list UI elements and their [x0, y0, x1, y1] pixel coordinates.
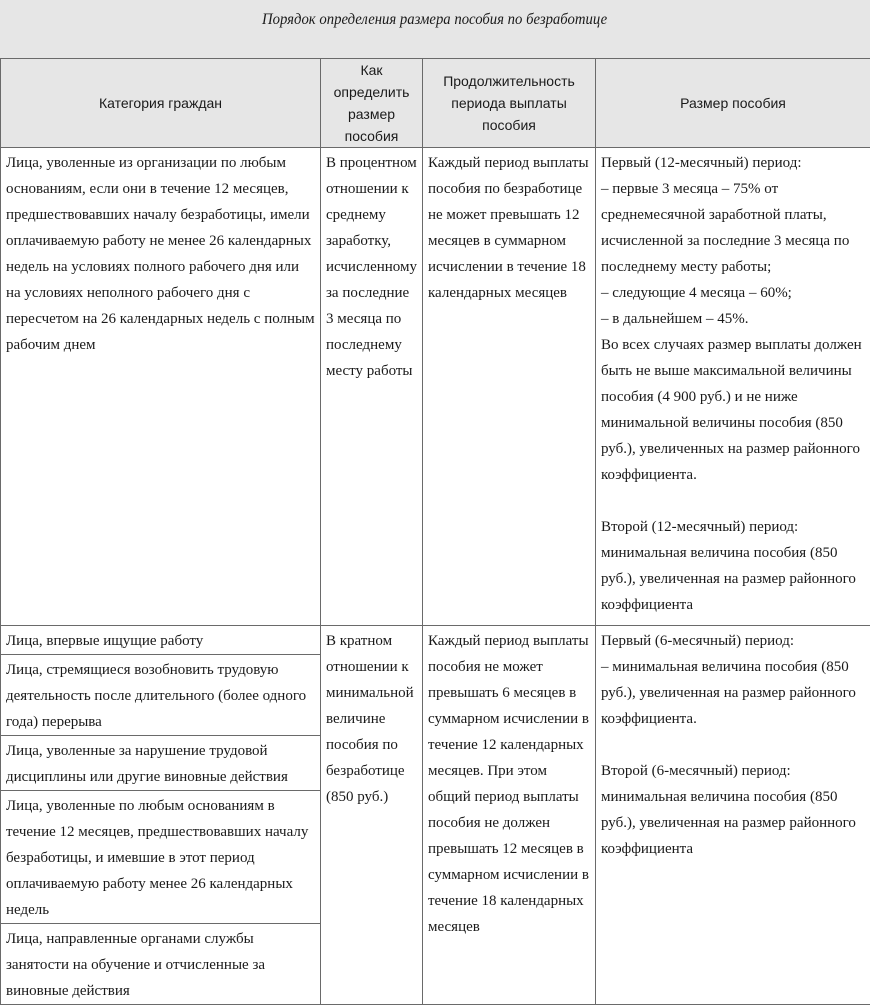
row1-how-cell — [321, 148, 423, 626]
row1-amount-second-title: Второй (12-месячный) период: — [601, 514, 866, 540]
row2-amount-second-title: Второй (6-месячный) период: — [601, 758, 866, 784]
row2-category-cell — [1, 626, 321, 1005]
row2-how-cell — [321, 626, 423, 1005]
row2-amount — [596, 626, 870, 862]
header-duration: Продолжительность периода выплаты пособия — [423, 59, 596, 148]
header-row — [1, 59, 870, 148]
row2-category: Лица, уволенные по любым основаниям в течение 12 месяцев, предшествовавших началу безработицы, и имевшие в этот период оплачиваемую работу менее 26 календарных недель — [1, 791, 320, 924]
row2-amount-second-text: минимальная величина пособия (850 руб.), увеличенная на размер районного коэффициента — [601, 784, 866, 862]
row1-amount-line: – в дальнейшем – 45%. — [601, 306, 866, 332]
row2-category: Лица, стремящиеся возобновить трудовую деятельность после длительного (более одного года) перерыва — [1, 655, 320, 736]
table-title — [0, 0, 870, 58]
row2-amount-first-text: – минимальная величина пособия (850 руб.), увеличенная на размер районного коэффициента. — [601, 654, 866, 732]
table-row — [1, 626, 870, 1005]
row1-amount-line: Во всех случаях размер выплаты должен быть не выше максимальной величины пособия (4 900 руб.) и не ниже минимальной величины пособия (850 руб.), увеличенных на размер районного коэффициента. — [601, 332, 866, 488]
row1-amount — [596, 148, 870, 618]
row1-category: Лица, уволенные из организации по любым основаниям, если они в течение 12 месяцев, предшествовавших началу безработицы, имели оплачиваемую работу не менее 26 календарных недель на условиях полного рабочего дня или на условиях неполного рабочего дня с пересчетом на 26 календарных недель с полным рабочим днем — [1, 148, 320, 358]
row1-amount-line: – следующие 4 месяца – 60%; — [601, 280, 866, 306]
row1-duration: Каждый период выплаты пособия по безработице не может превышать 12 месяцев в суммарном исчислении в течение 18 календарных месяцев — [423, 148, 595, 306]
row2-how: В кратном отношении к минимальной величине пособия по безработице (850 руб.) — [321, 626, 422, 810]
header-amount: Размер пособия — [596, 59, 870, 148]
header-how: Как определить размер пособия — [321, 59, 423, 148]
row1-category-cell — [1, 148, 321, 626]
table-row — [1, 148, 870, 626]
row2-category: Лица, впервые ищущие работу — [1, 626, 320, 655]
header-category: Категория граждан — [1, 59, 321, 148]
row1-amount-second-text: минимальная величина пособия (850 руб.), увеличенная на размер районного коэффициента — [601, 540, 866, 618]
row2-amount-cell — [596, 626, 870, 1005]
row1-duration-cell — [423, 148, 596, 626]
row2-duration: Каждый период выплаты пособия не может превышать 6 месяцев в суммарном исчислении в течение 12 календарных месяцев. При этом общий период выплаты пособия не должен превышать 12 месяцев в суммарном исчислении в течение 18 календарных месяцев — [423, 626, 595, 940]
row2-amount-first-title: Первый (6-месячный) период: — [601, 628, 866, 654]
row1-how: В процентном отношении к среднему заработку, исчисленному за последние 3 месяца по последнему месту работы — [321, 148, 422, 384]
row2-duration-cell — [423, 626, 596, 1005]
row1-amount-cell — [596, 148, 870, 626]
table-title-text: Порядок определения размера пособия по безработице — [262, 0, 607, 40]
row1-amount-line: Первый (12-месячный) период: — [601, 150, 866, 176]
row2-category: Лица, направленные органами службы занятости на обучение и отчисленные за виновные действия — [1, 924, 320, 1004]
row1-amount-line: – первые 3 месяца – 75% от среднемесячной заработной платы, исчисленной за последние 3 месяца по последнему месту работы; — [601, 176, 866, 280]
benefit-table — [0, 58, 870, 1005]
row2-category: Лица, уволенные за нарушение трудовой дисциплины или другие виновные действия — [1, 736, 320, 791]
